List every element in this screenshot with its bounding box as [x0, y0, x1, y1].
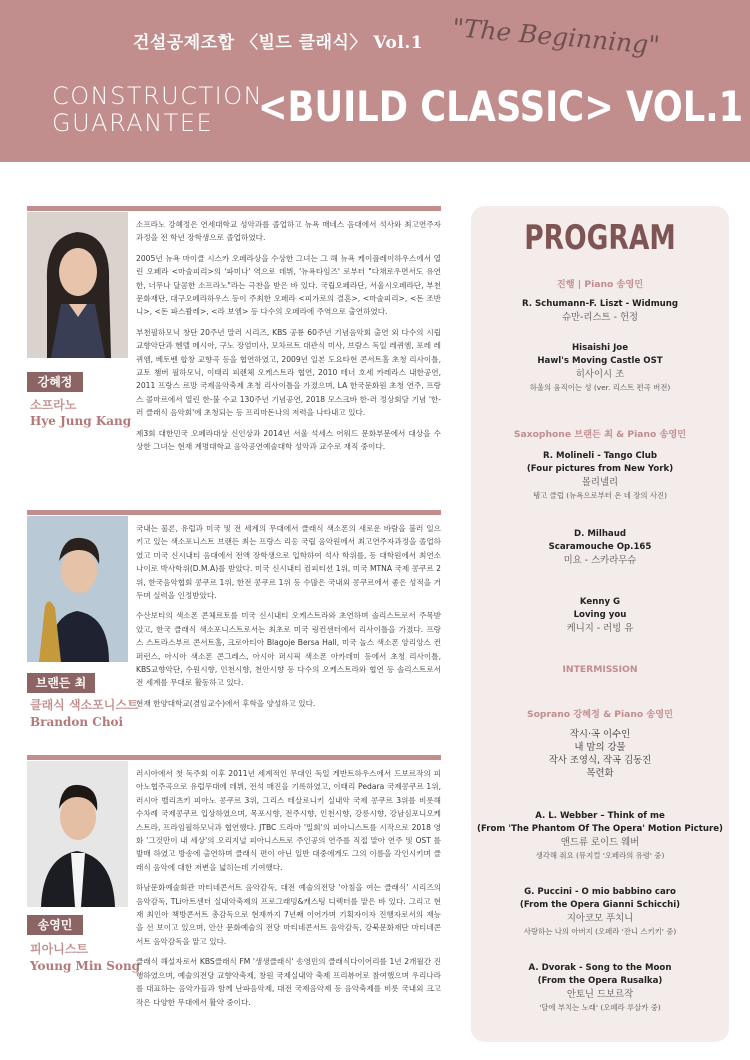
bio-paragraph: 국내는 물론, 유럽과 미국 및 전 세계의 무대에서 클래식 색소폰의 새로운 바람을 불러 일으키고 있는 색소포니스트 브랜든 최는 프랑스 리옹 국립 음악원에서 최고연주자과정을 졸업하였고 미국 신시내티 음대에서 전액 장학생으로 입학하여 석사 학위를, 동 대학원에서 최연소 나이로 박사학위(D.M.A)를 받았다. 미국 신시내티 컴피티션 1위, 미국 MTNA 국제 콩쿠르 2위, 한국음악협회 콩쿠르 1위, 한전 콩쿠르 1위 등 수많은 국내외 콩쿠르에서 좋은 성적을 거두며 실력을 인정받았다.: [136, 524, 441, 601]
bio-paragraph: 러시아에서 첫 독주회 이후 2011년 세계적인 무대인 독일 게반트하우스에서 드보르작의 피아노협주곡으로 유럽무대에 데뷔, 전석 매진을 기록하였고, 이태리 Pedara 국제콩쿠르 1위, 러시아 벨리츠키 피아노 콩쿠르 3위, 그리스 테살로니키 실내악 국제 콩쿠르 3위를 비롯해 수차례 국제콩쿠르 입상하였으며, 목포시향, 전주시향, 인천시향, 강릉시향, 강남심포니오케스트라, 프라임필하모닉과 협연했다. JTBC 드라마 '밀회'의 피아니스트를 시작으로 2018 영화 '그것만이 내 세상'의 오리지널 피아니스트로 주인공의 연주를 직접 맡아 연주 및 OST 를 발매 하였고 방송에 출연하며 클래식 편이 아닌 일반 대중에게도 그의 이름을 각인시키며 클래식 음악에 대한 저변을 넓히는데 기여했다.: [136, 769, 441, 872]
bio-text: [136, 218, 441, 461]
header-english-subtitle: CONSTRUCTION GUARANTEE: [52, 82, 264, 137]
program-item: 작시·곡 이수인 내 맘의 강물 작사 조영식, 작곡 김동진 목련화: [548, 729, 652, 779]
program-item: A. Dvorak - Song to the Moon (From the Opera Rusalka) 안토닌 드보르작 '달에 부치는 노래' (오페라 루살카 중): [528, 963, 672, 1012]
program-item: R. Molineli - Tango Club (Four pictures from New York) 몰리넬리 탱고 클럽 (뉴욕으로부터 온 네 장의 사진): [526, 451, 674, 500]
header-script-tagline: "The Beginning": [451, 12, 661, 61]
bio-pianist: [27, 755, 441, 1045]
header-banner: [0, 0, 750, 162]
bio-saxophonist: [27, 510, 441, 740]
bio-english-name: Brandon Choi: [30, 715, 124, 729]
program-section-heading: Saxophone 브랜든 최 & Piano 송영민: [513, 429, 687, 440]
program-item: G. Puccini - O mio babbino caro (From the Opera Gianni Schicchi) 지아코모 푸치니 사랑하는 나의 아버지 (오페라 '잔니 스키키' 중): [519, 887, 681, 936]
program-item: D. Milhaud Scaramouche Op.165 미요 - 스카라무슈: [548, 529, 652, 566]
bio-paragraph: 부천필하모닉 창단 20주년 말러 시리즈, KBS 공룡 60주년 기념음악회 출연 외 다수의 시립교향악단과 헨델 메시아, 구노 장엄미사, 모차르트 대관식 미사, 브람스 독일 레퀴엠, 포레 레퀴엠, 베토벤 합창 교향곡 등을 협연하였고, 2009년 일본 도요타현 콘서트홀 초청 리사이틀, 교토 챔버 필하모닉, 이태리 피렌체 오케스트라 협연, 2010 테너 호세 카레라스 내한공연, 2011 프랑스 르망 국제음악축제 초청 리사이틀을 가졌으며, LA 한국문화원 초청 연주, 프랑스 콜마르에서 열린 한-불 수교 130주년 기념공연, 2018 모스크바 한-러 정상회담 기념 '한-러 클래식 음악회'에 초청되는 등 프리마돈나의 저력을 나타내고 있다.: [136, 327, 441, 418]
bio-paragraph: 수산보티의 색소폰 콘체르토를 미국 신시내티 오케스트라와 초연하며 솔리스트로서 주목받았고, 한국 클래식 색소포니스트로서는 최초로 미국 링컨센터에서 리사이틀을 가졌다. 프랑스 스트라스부르 콘서트홀, 크로아티아 Blagoje Bersa Hall, 미국 놀스 색소폰 앙리앙스 컨퍼런스, 아시아 색소폰 콘그레스, 아시아 퍼시픽 색소폰 아카데미 등에서 초청 리사이틀, KBS교향악단, 수원시향, 인천시향, 천안시향 등 다수의 오케스트라와 협연 등 솔리스트로서 전 세계를 무대로 활동하고 있다.: [136, 611, 441, 688]
bio-paragraph: 소프라노 강혜정은 연세대학교 성악과를 졸업하고 뉴욕 매네스 음대에서 석사와 최고연주자과정을 전 학년 장학생으로 졸업하였다.: [136, 220, 441, 243]
bio-divider: [27, 206, 441, 211]
bio-divider: [27, 510, 441, 515]
bio-paragraph: 현재 한양대학교(겸임교수)에서 후학을 양성하고 있다.: [136, 698, 316, 708]
program-item: A. L. Webber – Think of me (From 'The Phantom Of The Opera' Motion Picture) 앤드류 로이드 웨버 생각해 줘요 (뮤지컬 '오페라의 유령' 중): [477, 811, 723, 860]
bio-paragraph: 하남문화예술회관 마티네콘서트 음악감독, 대전 예술의전당 '아침을 여는 클래식' 시리즈의 음악감독, TLi아트센터 실내악축제의 프로그래밍&캐스팅 디렉터를 맡은 바 있다. 그리고 현재 최인아 책방콘서트 총감독으로 현재까지 7년째 이어가며 기획자이자 진행자로서의 재능을 선 보이고 있으며, 안산 문화예술의 전당 마티네콘서트 음악감독, 강북문화재단 마티네콘서트 음악감독을 맡고 있다.: [136, 883, 441, 946]
program-title: PROGRAM: [524, 218, 676, 258]
portrait-photo: [27, 212, 128, 358]
bio-role: 클래식 색소포니스트: [30, 698, 139, 712]
name-badge-korean: 송영민: [27, 915, 83, 935]
bio-english-name: Hye Jung Kang: [30, 414, 132, 428]
program-panel: [471, 206, 729, 1042]
portrait-photo: [27, 761, 128, 907]
bio-english-name: Young Min Song: [30, 959, 141, 973]
portrait-photo: [27, 516, 128, 662]
bio-paragraph: 제3회 대한민국 오페라대상 신인상과 2014년 서울 석세스 어워드 문화부문에서 대상을 수상한 그녀는 현재 계명대학교 음악공연예술대학 성악과 교수로 재직 중이다.: [136, 428, 441, 452]
bio-soprano: [27, 206, 441, 496]
program-section-heading: 진행 | Piano 송영민: [556, 279, 644, 290]
header-korean-title: 건설공제조합 〈빌드 클래식〉 Vol.1: [133, 33, 424, 53]
header-main-title: <BUILD CLASSIC> VOL.1: [258, 82, 744, 131]
name-badge-korean: 브랜든 최: [27, 673, 95, 693]
bio-text: [136, 767, 441, 1016]
bio-paragraph: 2005년 뉴욕 마이클 시스카 오페라상을 수상한 그녀는 그 해 뉴욕 케이플레이하우스에서 열린 오페라 <마술피리>의 '파미나' 역으로 데뷔, '뉴욕타임즈' 로부터 "다채로우면서도 유연한, 너무나 달콤한 소프라노"라는 극찬을 받은 바 있다. 국립오페라단, 서울시오페라단, 부천문화재단, 대구오페라하우스 등이 주최한 오페라 <피가로의 결혼>, <마술피리>, <돈 조반니>, <돈 파스콸레>, <라 보엠> 등 다수의 오페라에 주역으로 출연하였다.: [136, 253, 441, 317]
name-badge-korean: 강혜정: [27, 372, 83, 392]
program-section-heading: INTERMISSION: [562, 664, 638, 675]
bio-text: [136, 522, 441, 717]
bio-role: 소프라노: [30, 398, 77, 412]
bio-divider: [27, 755, 441, 760]
bio-role: 피아니스트: [30, 942, 88, 956]
bio-paragraph: 클래식 해설자로서 KBS클래식 FM '생생클래식' 송영민의 클래식다이어리를 1년 2개월간 진행하였으며, 예술의전당 교향악축제, 창원 국제실내악 축제 프리뷰어로 참여했으며 우리나라를 대표하는 음악가들과 함께 난파음악제, 대전 국제음악제 등 음악축제를 비롯 국내외 크고 작은 다양한 무대에서 활약 중이다.: [136, 957, 441, 1007]
program-section-heading: Soprano 강혜정 & Piano 송영민: [526, 709, 674, 720]
program-item: Kenny G Loving you 케니지 - 러빙 유: [566, 597, 634, 634]
program-item: R. Schumann-F. Liszt - Widmung 슈만-리스트 - 헌정: [521, 299, 679, 323]
program-item: Hisaishi Joe Hawl's Moving Castle OST 히사이시 조 하울의 움직이는 성 (ver. 리스트 편곡 버전): [529, 343, 671, 392]
